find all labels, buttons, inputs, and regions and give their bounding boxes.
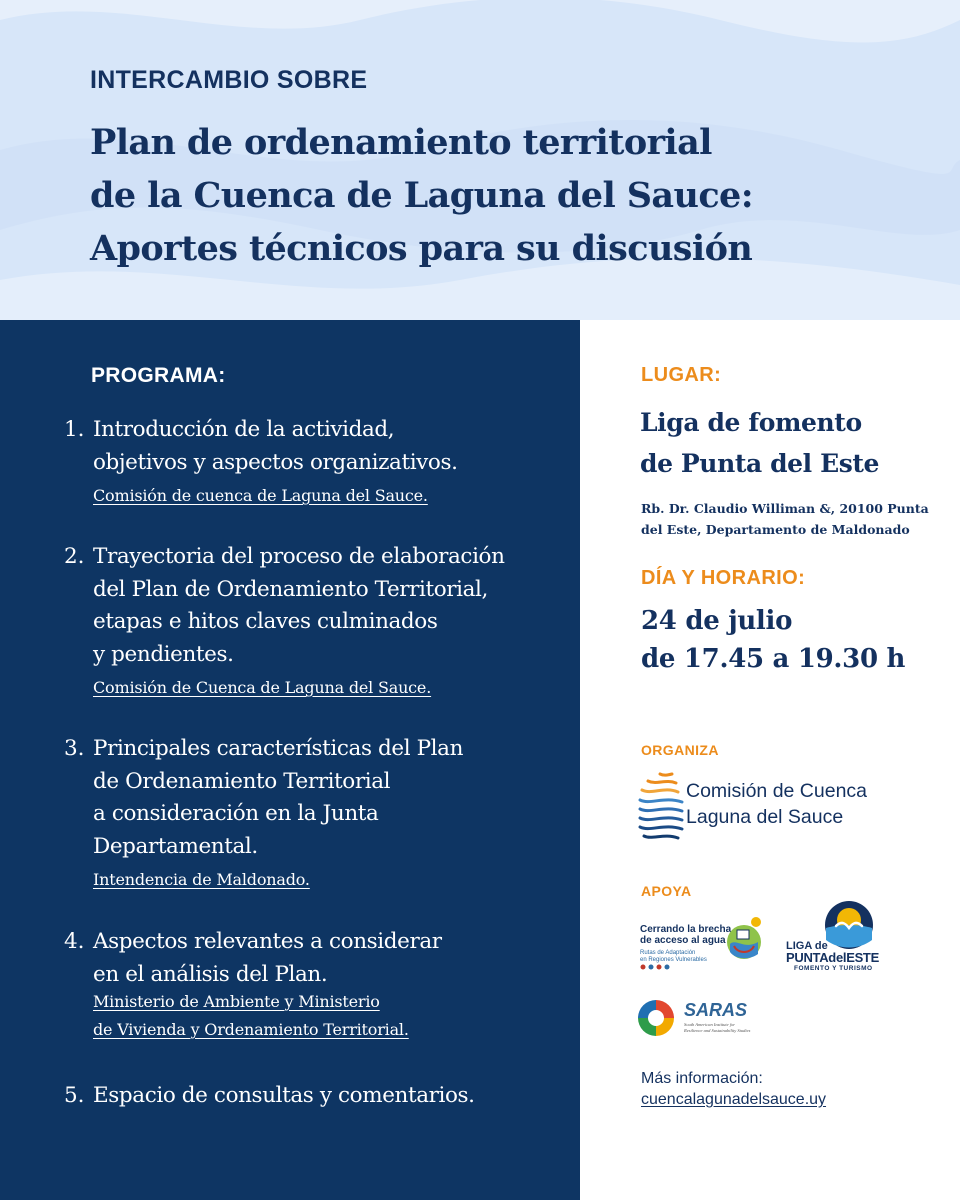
comision-cuenca-logo: [638, 772, 888, 846]
source-line: Comisión de Cuenca de Laguna del Sauce.: [93, 678, 432, 697]
organizer-line: Comisión de Cuenca: [686, 780, 868, 802]
venue-address: Rb. Dr. Claudio Williman &, 20100 Punta del Este, Departamento de Maldonado: [641, 501, 929, 537]
event-kicker: INTERCAMBIO SOBRE: [90, 66, 368, 94]
source-line: de Vivienda y Ordenamiento Territorial.: [93, 1020, 409, 1039]
item-source-link[interactable]: [93, 988, 409, 1044]
more-info-label: Más información:: [641, 1070, 763, 1087]
logo-a-sub-line: en Regiones Vulnerables: [640, 957, 707, 963]
liga-punta-del-este-logo: [784, 900, 880, 978]
logo-b-subtitle: FOMENTO Y TURISMO: [794, 965, 873, 972]
item-line: Aspectos relevantes a considerar: [93, 929, 442, 954]
lake-waves-icon: [638, 772, 684, 846]
logo-a-line: Cerrando la brecha: [640, 924, 732, 935]
date-line: 24 de julio: [641, 606, 793, 636]
item-text: [93, 541, 563, 671]
title-line: Plan de ordenamiento territorial: [90, 122, 712, 163]
globe-water-icon: [724, 914, 766, 962]
item-text: [93, 926, 563, 991]
item-text: [93, 414, 563, 479]
venue-name: [640, 402, 879, 484]
item-line: y pendientes.: [93, 641, 234, 667]
item-source-link[interactable]: [93, 674, 431, 702]
logo-a-title: [640, 924, 731, 946]
item-line: Principales características del Plan: [93, 736, 464, 761]
logo-c-subtitle: [684, 1022, 750, 1033]
item-line: del Plan de Ordenamiento Territorial,: [93, 576, 488, 602]
sun-seagull-icon: [824, 900, 874, 950]
logo-a-line: de acceso al agua: [640, 935, 726, 946]
program-panel: [0, 320, 580, 1200]
item-source-link[interactable]: [93, 482, 428, 510]
website-link[interactable]: cuencalagunadelsauce.uy: [641, 1091, 827, 1108]
flags-icon: [640, 964, 680, 970]
source-line: Comisión de cuenca de Laguna del Sauce.: [93, 486, 428, 505]
venue-label: LUGAR:: [641, 364, 722, 386]
cerrando-brecha-logo: [638, 912, 766, 972]
item-number: 3.: [64, 736, 85, 761]
item-number: 2.: [64, 544, 85, 569]
item-line: objetivos y aspectos organizativos.: [93, 449, 458, 475]
item-number: 5.: [64, 1083, 85, 1108]
organiza-label: ORGANIZA: [641, 742, 719, 758]
event-title: [90, 116, 753, 275]
title-line: de la Cuenca de Laguna del Sauce:: [90, 175, 754, 216]
date-line: de 17.45 a 19.30 h: [641, 644, 906, 674]
source-line: Ministerio de Ambiente y Ministerio: [93, 992, 380, 1011]
saras-logo: [634, 996, 774, 1044]
logo-c-sub-line: South American Institute for: [684, 1022, 736, 1027]
organizer-line: Laguna del Sauce: [686, 806, 844, 828]
item-source-link[interactable]: [93, 866, 310, 894]
item-line: a consideración en la Junta: [93, 801, 379, 826]
info-panel: [580, 320, 960, 1200]
venue-line: Liga de fomento: [640, 408, 862, 437]
item-line: de Ordenamiento Territorial: [93, 768, 391, 794]
schedule-date: [641, 602, 905, 678]
saras-ring-icon: [634, 996, 678, 1040]
item-number: 4.: [64, 929, 85, 954]
logo-c-name: SARAS: [684, 1000, 748, 1020]
schedule-label: DÍA Y HORARIO:: [641, 567, 806, 589]
organizer-name: [686, 778, 867, 830]
source-line: Intendencia de Maldonado.: [93, 870, 310, 889]
item-line: Trayectoria del proceso de elaboración: [93, 544, 505, 569]
item-line: Espacio de consultas y comentarios.: [93, 1083, 475, 1108]
item-number: 1.: [64, 417, 85, 442]
logo-c-sub-line: Resilience and Sustainability Studies: [684, 1027, 751, 1033]
item-line: Departamental.: [93, 833, 258, 859]
item-text: [93, 1080, 563, 1113]
header-banner: [0, 0, 960, 320]
item-text: [93, 733, 563, 863]
item-line: Introducción de la actividad,: [93, 417, 395, 442]
logo-b-liga: LIGA de: [786, 940, 828, 952]
logo-b-punta: PUNTAdelESTE: [786, 950, 879, 965]
title-line: Aportes técnicos para su discusión: [90, 228, 753, 269]
item-line: etapas e hitos claves culminados: [93, 609, 438, 634]
program-heading: PROGRAMA:: [91, 364, 226, 387]
apoya-label: APOYA: [641, 883, 692, 899]
item-line: en el análisis del Plan.: [93, 961, 328, 987]
logo-a-sub-line: Rutas de Adaptación: [640, 950, 696, 956]
logo-a-subtitle: [640, 950, 707, 964]
venue-line: de Punta del Este: [640, 449, 880, 478]
